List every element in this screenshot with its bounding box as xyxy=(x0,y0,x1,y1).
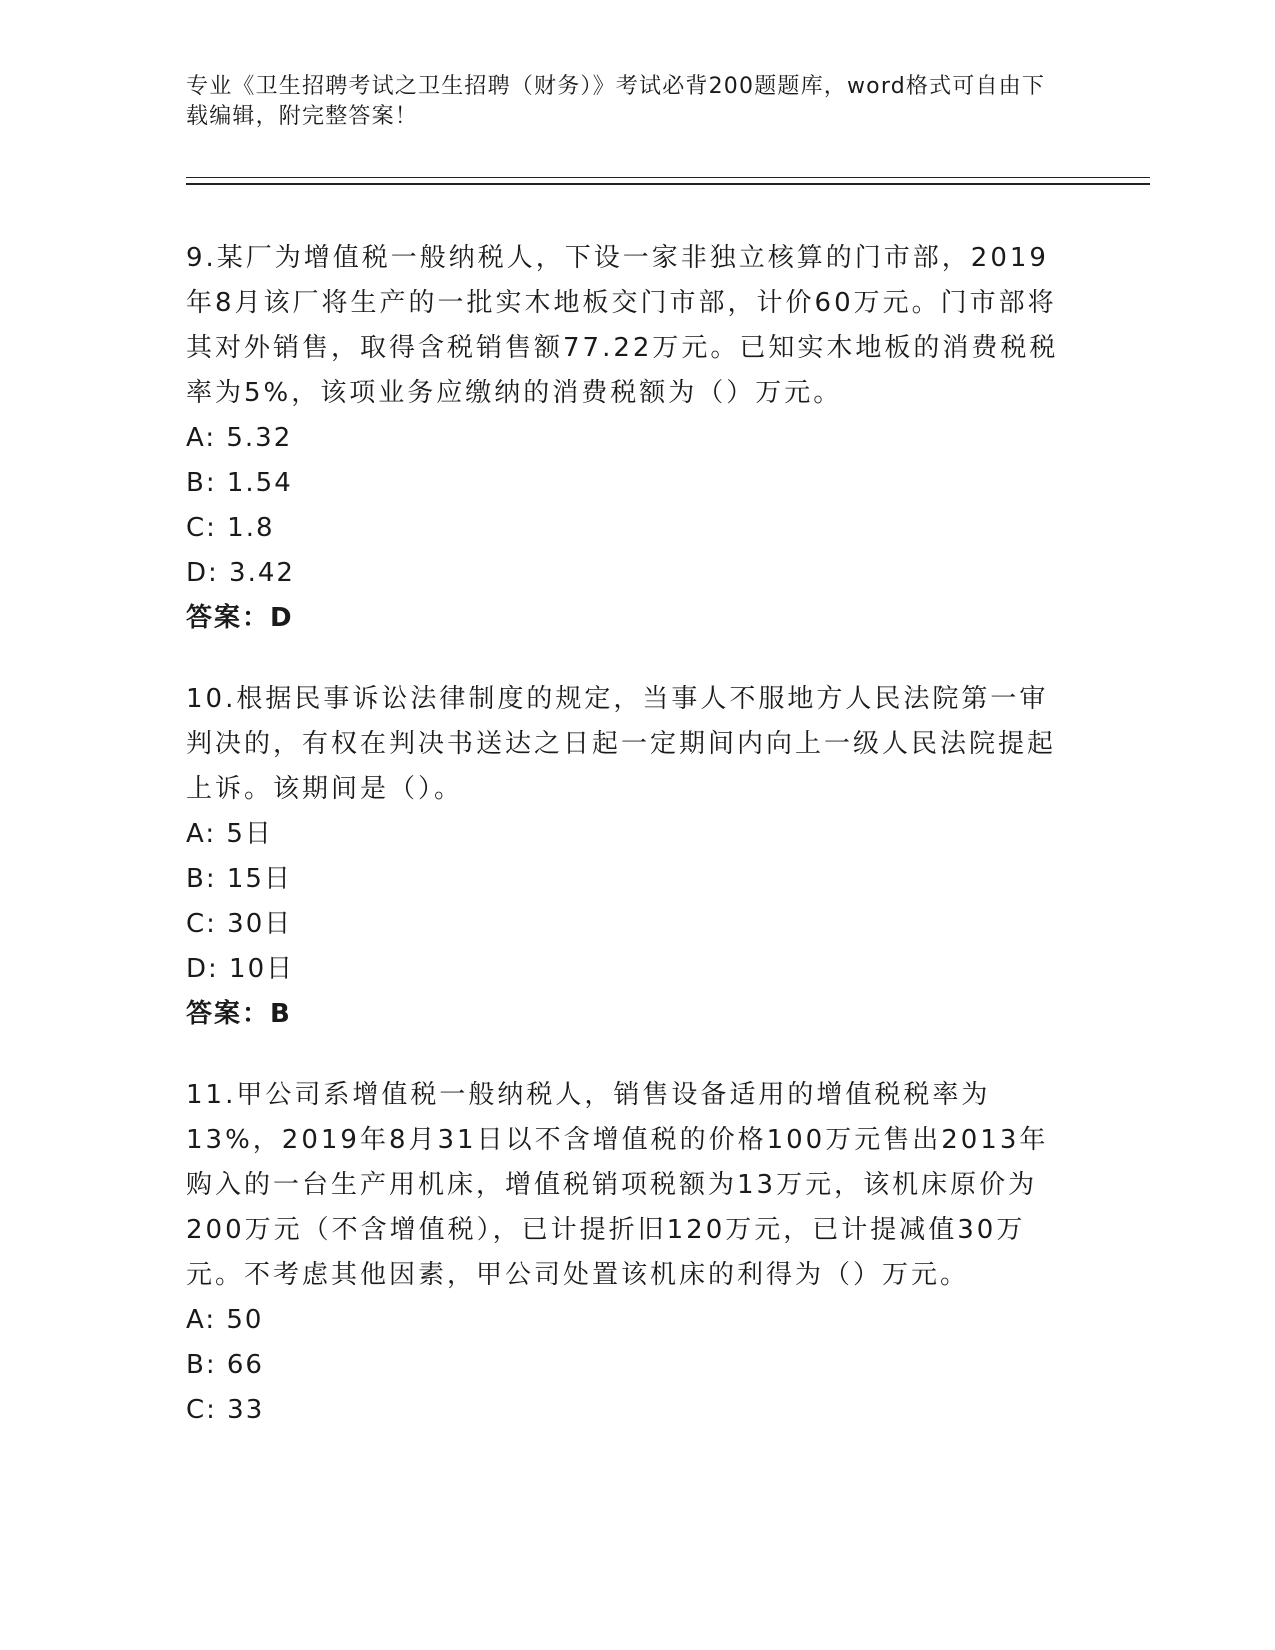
option-c: C: 30日 xyxy=(186,909,293,939)
option-c: C: 1.8 xyxy=(186,513,275,543)
option-c: C: 33 xyxy=(186,1395,265,1425)
option-b: B: 15日 xyxy=(186,864,292,894)
question-list xyxy=(186,236,1076,1469)
answer-label: 答案：D xyxy=(186,603,294,633)
option-b: B: 1.54 xyxy=(186,468,293,498)
option-b: B: 66 xyxy=(186,1350,264,1380)
option-d: D: 3.42 xyxy=(186,558,295,588)
header-divider-thick xyxy=(186,183,1150,185)
document-header: 专业《卫生招聘考试之卫生招聘（财务）》考试必背200题题库，word格式可自由下载编辑，附完整答案！ xyxy=(186,74,1046,129)
question-stem: 10.根据民事诉讼法律制度的规定，当事人不服地方人民法院第一审判决的，有权在判决书送达之日起一定期间内向上一级人民法院提起上诉。该期间是（）。 xyxy=(186,684,1057,804)
answer-label: 答案：B xyxy=(186,999,292,1029)
option-a: A: 5.32 xyxy=(186,423,293,453)
question-stem: 9.某厂为增值税一般纳税人，下设一家非独立核算的门市部，2019年8月该厂将生产的一批实木地板交门市部，计价60万元。门市部将其对外销售，取得含税销售额77.22万元。已知实木地板的消费税税率为5%，该项业务应缴纳的消费税额为（）万元。 xyxy=(186,243,1059,408)
question-stem: 11.甲公司系增值税一般纳税人，销售设备适用的增值税税率为13%，2019年8月31日以不含增值税的价格100万元售出2013年购入的一台生产用机床，增值税销项税额为13万元，该机床原价为200万元（不含增值税），已计提折旧120万元，已计提减值30万元。不考虑其他因素，甲公司处置该机床的利得为（）万元。 xyxy=(186,1080,1049,1290)
option-a: A: 50 xyxy=(186,1305,264,1335)
option-a: A: 5日 xyxy=(186,819,273,849)
question-9 xyxy=(186,236,1076,641)
option-d: D: 10日 xyxy=(186,954,295,984)
header-divider-thin xyxy=(186,177,1150,178)
question-10 xyxy=(186,677,1076,1037)
question-11 xyxy=(186,1073,1076,1433)
